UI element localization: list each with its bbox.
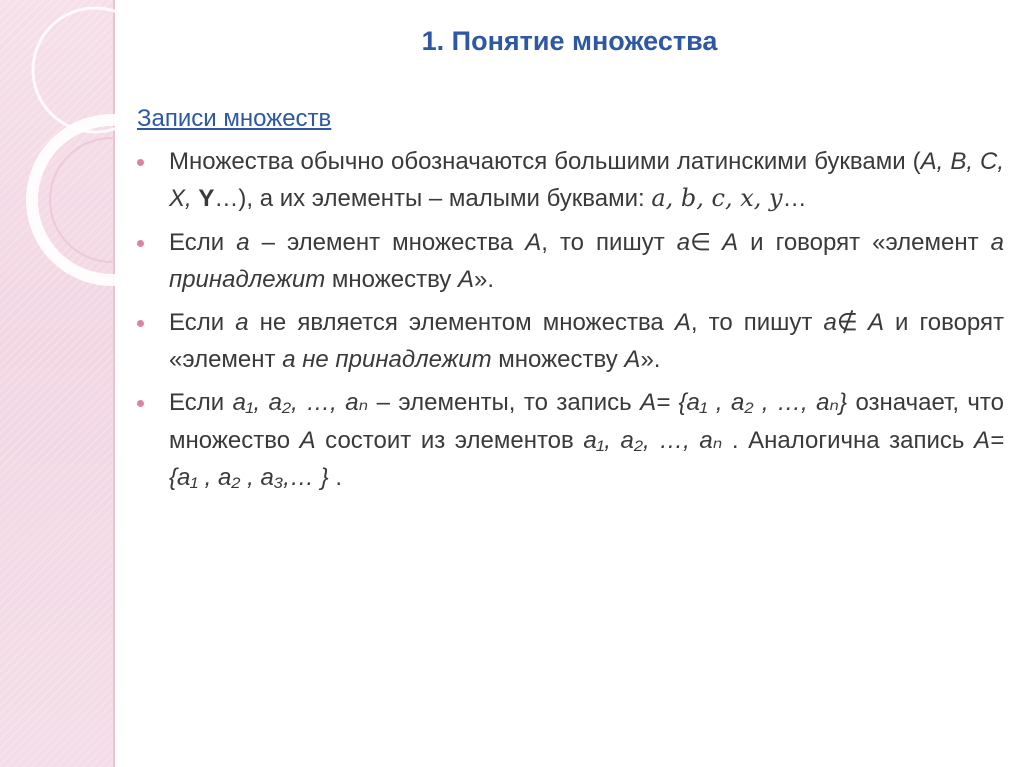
var-A: A [457,265,474,293]
text: Если [169,308,236,336]
membership-expression: a∈ A [676,228,739,256]
text: – элементы, то запись [368,389,641,417]
var-A: A [674,308,691,336]
text: … [782,185,807,213]
bullet-item [137,224,1004,298]
decorative-circles [0,0,115,330]
text: ». [640,346,661,374]
var-A: A [525,228,542,256]
phrase: a не принадлежит [282,346,492,374]
text: состоит из элементов [315,426,584,454]
bullet-item [137,304,1004,378]
text: – элемент множества [249,228,526,256]
text: и говорят «элемент [169,308,1004,374]
text: и говорят «элемент [738,228,991,256]
text: . Аналогична запись [722,426,974,454]
text: множеству [325,265,458,293]
text: Множества обычно обозначаются большими латинскими буквами ( [169,148,921,176]
set-notation: A= {a₁ , a₂ , a₃,… } [169,426,1004,491]
var-A: A [299,426,316,454]
set-notation: A= {a₁ , a₂ , …, aₙ} [640,389,848,417]
non-membership-expression: a∉ A [823,308,884,336]
text: …), а их элементы – малыми буквами: [214,185,652,213]
element-letters: a, b, c, x, y [651,184,783,213]
text: не является элементом множества [248,308,675,336]
text: , то пишут [541,228,677,256]
element-list: a₁, a₂, …, aₙ [232,389,369,417]
var-a: a [235,308,249,336]
var-a: a [236,228,250,256]
slide-title: 1. Понятие множества [421,26,718,56]
set-letters: A, B, C, X, [169,148,1005,213]
text: множеству [491,346,625,374]
phrase: a принадлежит [169,228,1005,293]
bullet-item [137,384,1004,496]
section-heading: Записи множеств [137,105,332,132]
text: означает, что множество [169,389,1004,454]
text: . [328,463,342,491]
text: Если [169,228,237,256]
set-letter-y: Y [198,185,215,213]
text: ». [474,265,495,293]
element-list: a₁, a₂, …, aₙ [583,426,723,454]
text: Если [169,389,233,417]
text: , то пишут [690,308,824,336]
bullet-item [137,143,1004,217]
var-A: A [624,346,641,374]
slide-body [137,100,1004,496]
